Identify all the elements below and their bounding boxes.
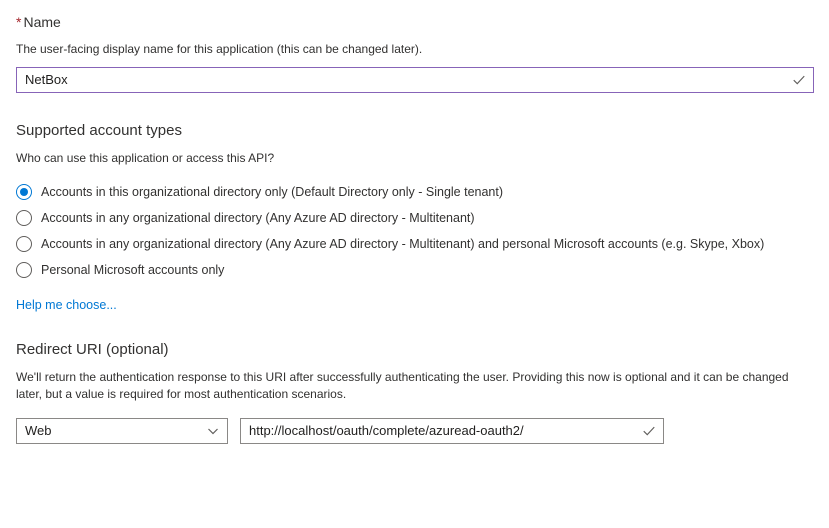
radio-option-single-tenant[interactable] — [16, 179, 813, 205]
name-field-description: The user-facing display name for this application (this can be changed later). — [16, 42, 423, 56]
redirect-uri-row — [16, 418, 813, 444]
account-types-radio-group — [16, 179, 813, 283]
name-input[interactable] — [17, 68, 813, 92]
radio-label-multitenant: Accounts in any organizational directory (Any Azure AD directory - Multitenant) — [41, 211, 475, 225]
redirect-uri-title: Redirect URI (optional) — [16, 341, 169, 358]
supported-account-types-question: Who can use this application or access this API? — [16, 151, 275, 165]
supported-account-types-title: Supported account types — [16, 122, 182, 139]
redirect-uri-input-container[interactable] — [240, 418, 664, 444]
radio-option-multitenant-personal[interactable] — [16, 231, 813, 257]
name-field-label — [16, 12, 813, 32]
radio-label-personal-only: Personal Microsoft accounts only — [41, 263, 225, 277]
radio-label-multitenant-personal: Accounts in any organizational directory (Any Azure AD directory - Multitenant) and personal Microsoft accounts (e.g. Skype, Xbox) — [41, 237, 765, 251]
radio-button-personal-only[interactable] — [16, 262, 32, 278]
platform-select-value: Web — [25, 423, 52, 438]
radio-option-multitenant[interactable] — [16, 205, 813, 231]
radio-button-single-tenant[interactable] — [16, 184, 32, 200]
name-label-text: Name — [23, 14, 61, 30]
chevron-down-icon — [207, 425, 219, 437]
platform-select[interactable] — [16, 418, 228, 444]
required-indicator: * — [16, 14, 22, 30]
radio-button-multitenant-personal[interactable] — [16, 236, 32, 252]
radio-label-single-tenant: Accounts in this organizational directory only (Default Directory only - Single tenant) — [41, 185, 504, 199]
app-registration-form — [0, 12, 829, 528]
name-input-container[interactable] — [16, 67, 814, 93]
redirect-uri-description: We'll return the authentication response to this URI after successfully authenticating the user. Providing this now is optional and it can be changed later, but a value is required for most authentication scenarios. — [16, 370, 789, 401]
help-me-choose-link[interactable]: Help me choose... — [16, 298, 117, 312]
radio-button-multitenant[interactable] — [16, 210, 32, 226]
redirect-uri-input[interactable] — [241, 419, 663, 443]
radio-option-personal-only[interactable] — [16, 257, 813, 283]
